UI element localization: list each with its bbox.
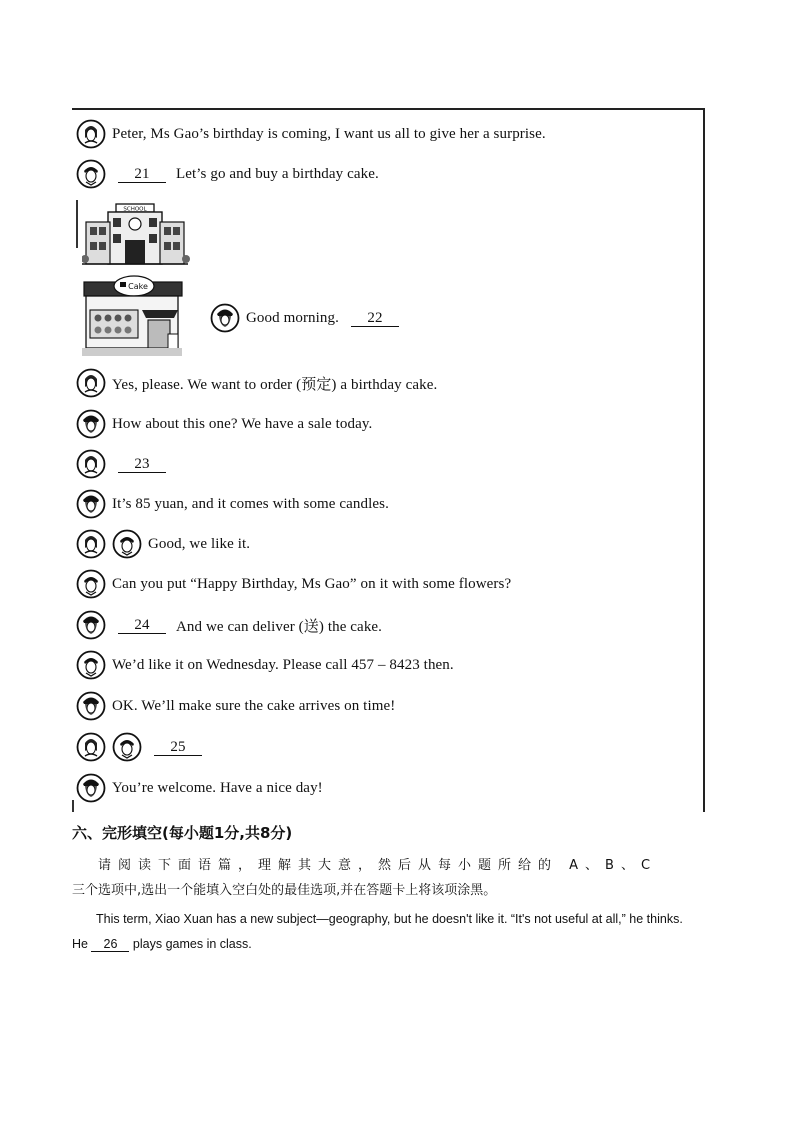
dialogue-line <box>76 649 454 681</box>
dialogue-text: You’re welcome. Have a nice day! <box>112 779 323 796</box>
dialogue-line <box>76 408 372 440</box>
answer-blank-24[interactable]: 24 <box>118 617 166 634</box>
answer-blank-25[interactable]: 25 <box>154 739 202 756</box>
dialogue-text: We’d like it on Wednesday. Please call 457 – 8423 then. <box>112 656 454 673</box>
dialogue-line <box>76 118 546 150</box>
boy-avatar-icon <box>112 529 142 559</box>
dialogue-line <box>76 568 511 600</box>
boy-avatar-icon <box>76 159 106 189</box>
answer-blank-21[interactable]: 21 <box>118 166 166 183</box>
passage-line-1: This term, Xiao Xuan has a new subject—geography, but he doesn't like it. “It's not useful at all,” he thinks. <box>96 912 683 926</box>
dialogue-text: Good morning. <box>246 309 339 326</box>
dialogue-line <box>76 158 379 190</box>
girl-avatar-icon <box>76 449 106 479</box>
cloze-passage-2 <box>72 931 724 958</box>
dialogue-text: Peter, Ms Gao’s birthday is coming, I want us all to give her a surprise. <box>112 125 546 142</box>
clerk-avatar-icon <box>76 691 106 721</box>
bakery-sign: Cake <box>128 282 148 291</box>
answer-blank-26[interactable]: 26 <box>91 937 129 952</box>
dialogue-text: Can you put “Happy Birthday, Ms Gao” on it with some flowers? <box>112 575 512 592</box>
dialogue-text: And we can deliver (送) the cake. <box>176 618 383 635</box>
instruction-line-2: 三个选项中,选出一个能填入空白处的最佳选项,并在答题卡上将该项涂黑。 <box>72 883 497 898</box>
girl-avatar-icon <box>76 529 106 559</box>
dialogue-line <box>76 772 323 804</box>
dialogue-text: Let’s go and buy a birthday cake. <box>176 165 379 182</box>
dialogue-line <box>76 488 389 520</box>
answer-blank-23[interactable]: 23 <box>118 456 166 473</box>
passage-text: plays games in class. <box>129 937 252 951</box>
cloze-passage <box>72 906 724 933</box>
clerk-avatar-icon <box>76 489 106 519</box>
dialogue-line <box>76 367 437 399</box>
clerk-avatar-icon <box>76 610 106 640</box>
clerk-avatar-icon <box>76 409 106 439</box>
clerk-avatar-icon <box>76 773 106 803</box>
dialogue-text: It’s 85 yuan, and it comes with some candles. <box>112 495 389 512</box>
clerk-avatar-icon <box>210 303 240 333</box>
boy-avatar-icon <box>76 650 106 680</box>
dialogue-line <box>76 528 250 560</box>
dialogue-text: Good, we like it. <box>148 535 251 552</box>
dialogue-text: How about this one? We have a sale today. <box>112 415 373 432</box>
school-building-illustration <box>82 200 192 268</box>
boy-avatar-icon <box>112 732 142 762</box>
dialogue-line <box>210 302 409 334</box>
section-instructions-2 <box>72 877 724 904</box>
girl-avatar-icon <box>76 368 106 398</box>
section-title: 六、完形填空(每小题1分,共8分) <box>72 824 293 842</box>
school-sign: SCHOOL <box>123 206 147 213</box>
section-instructions <box>72 852 724 879</box>
dialogue-text: OK. We’ll make sure the cake arrives on time! <box>112 697 396 714</box>
passage-text: He <box>72 937 92 951</box>
dialogue-line <box>76 609 382 641</box>
girl-avatar-icon <box>76 119 106 149</box>
dialogue-line <box>76 690 395 722</box>
instruction-line-1: 请阅读下面语篇，理解其大意，然后从每小题所给的 A、B、C <box>98 858 658 873</box>
dialogue-line <box>76 448 176 480</box>
frame-bracket <box>76 200 81 248</box>
answer-blank-22[interactable]: 22 <box>351 310 399 327</box>
dialogue-line <box>76 731 212 763</box>
boy-avatar-icon <box>76 569 106 599</box>
girl-avatar-icon <box>76 732 106 762</box>
bakery-shop-illustration <box>82 272 186 360</box>
dialogue-text: Yes, please. We want to order (预定) a birthday cake. <box>112 376 438 393</box>
